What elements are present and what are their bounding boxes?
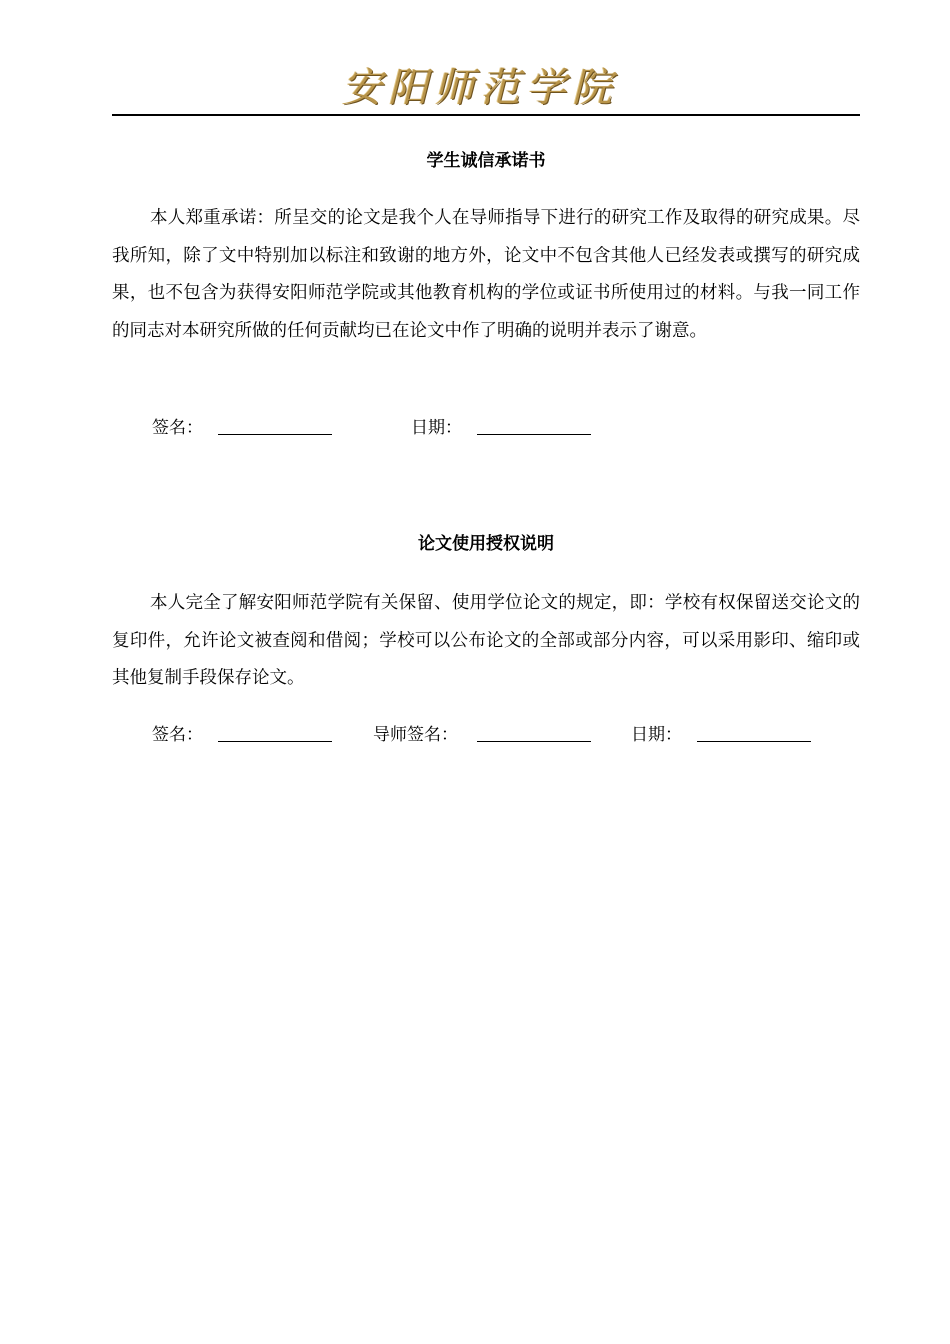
date-field[interactable] — [477, 434, 591, 435]
header-rule — [112, 114, 860, 116]
advisor-signature-field[interactable] — [477, 741, 591, 742]
authorization-title: 论文使用授权说明 — [418, 534, 554, 554]
date-label: 日期： — [411, 418, 462, 438]
signature-field[interactable] — [218, 434, 332, 435]
date-label: 日期： — [631, 725, 682, 745]
university-logo: 安阳师范学院 — [342, 65, 618, 111]
date-field[interactable] — [697, 741, 811, 742]
integrity-paragraph: 本人郑重承诺：所呈交的论文是我个人在导师指导下进行的研究工作及取得的研究成果。尽我所知，除了文中特别加以标注和致谢的地方外，论文中不包含其他人已经发表或撰写的研究成果，也不包含为获得安阳师范学院或其他教育机构的学位或证书所使用过的材料。与我一同工作的同志对本研究所做的任何贡献均已在论文中作了明确的说明并表示了谢意。 — [112, 208, 860, 341]
advisor-signature-label: 导师签名： — [373, 725, 458, 745]
signature-label: 签名： — [152, 725, 203, 745]
authorization-paragraph: 本人完全了解安阳师范学院有关保留、使用学位论文的规定，即：学校有权保留送交论文的复印件，允许论文被查阅和借阅；学校可以公布论文的全部或部分内容，可以采用影印、缩印或其他复制手段保存论文。 — [112, 593, 860, 688]
signature-field[interactable] — [218, 741, 332, 742]
signature-label: 签名： — [152, 418, 203, 438]
integrity-title: 学生诚信承诺书 — [426, 151, 546, 171]
